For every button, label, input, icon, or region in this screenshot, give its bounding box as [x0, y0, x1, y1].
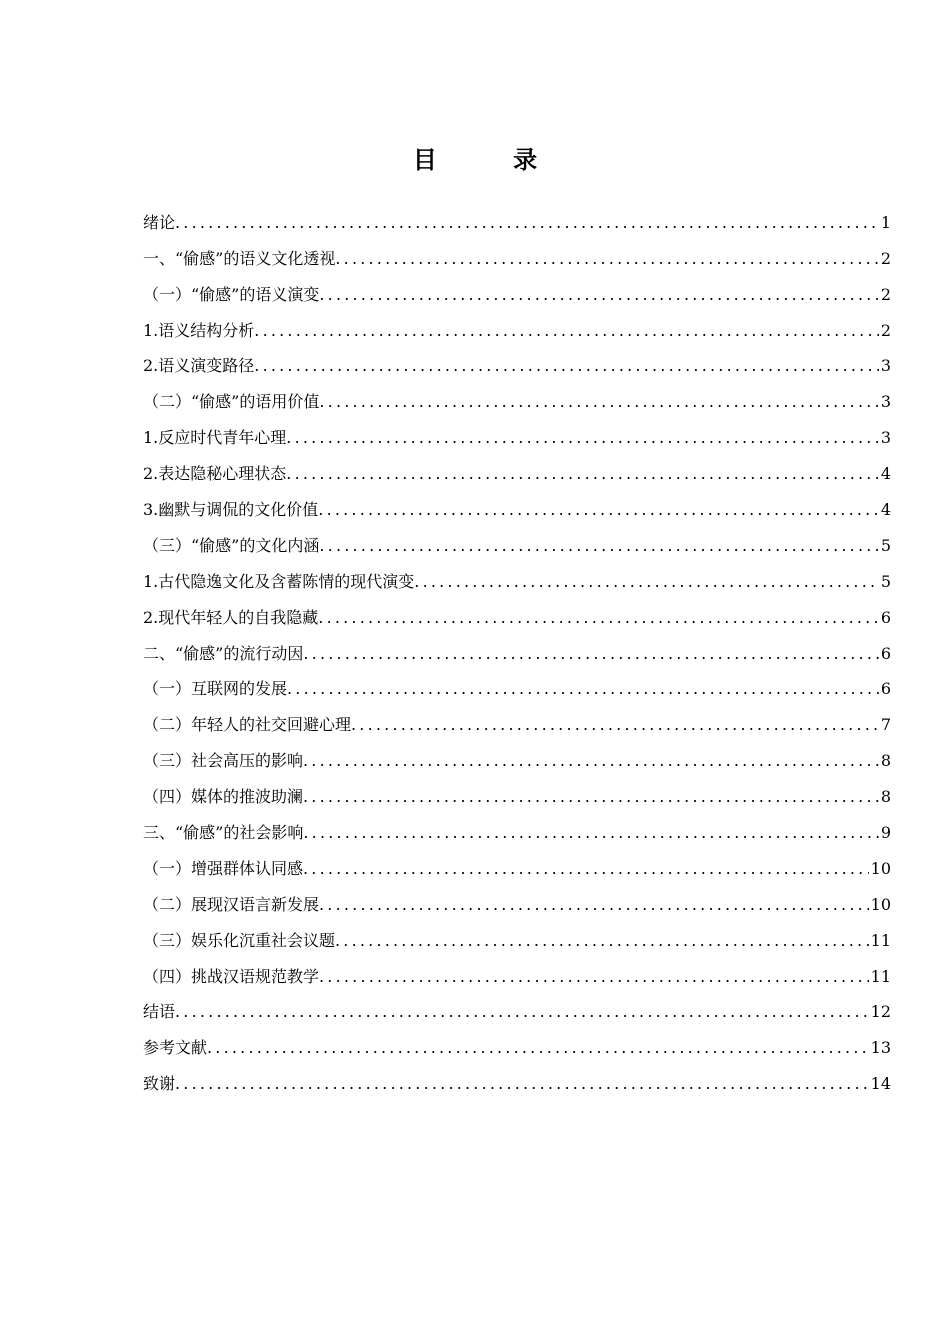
toc-entry-label: 2.表达隐秘心理状态 — [143, 464, 287, 484]
toc-entry[interactable] — [143, 849, 891, 885]
dot-leader — [303, 787, 879, 813]
table-of-contents — [143, 203, 891, 1100]
toc-entry-page: 8 — [880, 787, 891, 807]
toc-entry-page: 6 — [880, 679, 891, 699]
dot-leader — [286, 428, 879, 454]
toc-entry-page: 2 — [880, 320, 891, 340]
dot-leader — [303, 751, 879, 777]
toc-entry-label: 2.语义演变路径 — [143, 356, 255, 376]
toc-entry-label: 二、“偷感”的流行动因 — [143, 643, 304, 663]
toc-entry[interactable] — [143, 418, 891, 454]
toc-entry-page: 11 — [870, 966, 891, 986]
toc-entry[interactable] — [143, 921, 891, 957]
toc-entry-label: （二）年轻人的社交回避心理 — [143, 715, 352, 735]
toc-entry[interactable] — [143, 993, 891, 1029]
toc-entry-label: （三）“偷感”的文化内涵 — [143, 535, 320, 555]
toc-entry-page: 4 — [880, 464, 891, 484]
toc-entry[interactable] — [143, 1064, 891, 1100]
toc-entry-label: （一）增强群体认同感 — [143, 858, 304, 878]
toc-entry[interactable] — [143, 670, 891, 706]
dot-leader — [175, 213, 879, 239]
dot-leader — [335, 931, 869, 957]
toc-entry-label: （四）媒体的推波助澜 — [143, 787, 304, 807]
dot-leader — [303, 823, 878, 849]
toc-entry-page: 3 — [880, 428, 891, 448]
toc-entry[interactable] — [143, 598, 891, 634]
toc-entry[interactable] — [143, 705, 891, 741]
dot-leader — [335, 249, 878, 275]
dot-leader — [175, 1002, 869, 1028]
toc-entry-page: 6 — [880, 643, 891, 663]
dot-leader — [254, 356, 879, 382]
toc-entry[interactable] — [143, 1028, 891, 1064]
toc-entry-label: 1.古代隐逸文化及含蓄陈情的现代演变 — [143, 571, 415, 591]
dot-leader — [303, 859, 869, 885]
toc-entry-label: 结语 — [143, 1002, 176, 1022]
toc-entry-label: 1.反应时代青年心理 — [143, 428, 287, 448]
toc-entry-page: 14 — [870, 1074, 891, 1094]
toc-entry[interactable] — [143, 382, 891, 418]
toc-entry-page: 5 — [880, 571, 891, 591]
toc-entry-label: 参考文献 — [143, 1038, 208, 1058]
toc-entry[interactable] — [143, 885, 891, 921]
toc-entry-page: 9 — [880, 823, 891, 843]
toc-entry[interactable] — [143, 562, 891, 598]
dot-leader — [351, 715, 879, 741]
toc-entry-label: （三）社会高压的影响 — [143, 751, 304, 771]
dot-leader — [318, 500, 879, 526]
dot-leader — [319, 967, 869, 993]
dot-leader — [207, 1038, 869, 1064]
toc-entry[interactable] — [143, 741, 891, 777]
toc-entry-label: （一）互联网的发展 — [143, 679, 288, 699]
toc-entry-label: （三）娱乐化沉重社会议题 — [143, 930, 336, 950]
toc-entry-page: 10 — [870, 858, 891, 878]
toc-entry-page: 3 — [880, 356, 891, 376]
toc-entry-page: 2 — [880, 248, 891, 268]
toc-entry-page: 11 — [870, 930, 891, 950]
toc-entry-page: 4 — [880, 500, 891, 520]
toc-entry[interactable] — [143, 454, 891, 490]
toc-title: 目 录 — [412, 146, 572, 174]
toc-entry-label: （一）“偷感”的语义演变 — [143, 284, 320, 304]
toc-entry[interactable] — [143, 275, 891, 311]
toc-entry[interactable] — [143, 777, 891, 813]
dot-leader — [319, 285, 878, 311]
dot-leader — [175, 1074, 869, 1100]
toc-entry-page: 12 — [870, 1002, 891, 1022]
dot-leader — [286, 464, 879, 490]
dot-leader — [303, 644, 878, 670]
toc-entry-label: （二）展现汉语言新发展 — [143, 894, 320, 914]
toc-entry-label: 2.现代年轻人的自我隐藏 — [143, 607, 319, 627]
toc-entry-page: 5 — [880, 535, 891, 555]
toc-entry[interactable] — [143, 311, 891, 347]
toc-entry[interactable] — [143, 526, 891, 562]
toc-entry-label: 三、“偷感”的社会影响 — [143, 823, 304, 843]
toc-entry[interactable] — [143, 347, 891, 383]
toc-entry-label: （二）“偷感”的语用价值 — [143, 392, 320, 412]
dot-leader — [319, 392, 878, 418]
toc-entry[interactable] — [143, 239, 891, 275]
toc-entry-page: 6 — [880, 607, 891, 627]
toc-entry[interactable] — [143, 957, 891, 993]
toc-entry-page: 2 — [880, 284, 891, 304]
dot-leader — [287, 679, 879, 705]
toc-entry[interactable] — [143, 490, 891, 526]
dot-leader — [414, 572, 879, 598]
dot-leader — [319, 536, 878, 562]
toc-entry-page: 7 — [880, 715, 891, 735]
toc-entry-page: 13 — [870, 1038, 891, 1058]
toc-entry[interactable] — [143, 813, 891, 849]
toc-entry[interactable] — [143, 634, 891, 670]
toc-entry[interactable] — [143, 203, 891, 239]
dot-leader — [318, 608, 879, 634]
dot-leader — [254, 321, 879, 347]
toc-entry-label: 1.语义结构分析 — [143, 320, 255, 340]
toc-entry-page: 8 — [880, 751, 891, 771]
toc-entry-label: 绪论 — [143, 212, 176, 232]
dot-leader — [319, 895, 869, 921]
toc-entry-page: 10 — [870, 894, 891, 914]
toc-entry-page: 1 — [880, 212, 891, 232]
toc-entry-label: （四）挑战汉语规范教学 — [143, 966, 320, 986]
toc-entry-page: 3 — [880, 392, 891, 412]
toc-entry-label: 致谢 — [143, 1074, 176, 1094]
toc-entry-label: 3.幽默与调侃的文化价值 — [143, 500, 319, 520]
toc-entry-label: 一、“偷感”的语义文化透视 — [143, 248, 336, 268]
